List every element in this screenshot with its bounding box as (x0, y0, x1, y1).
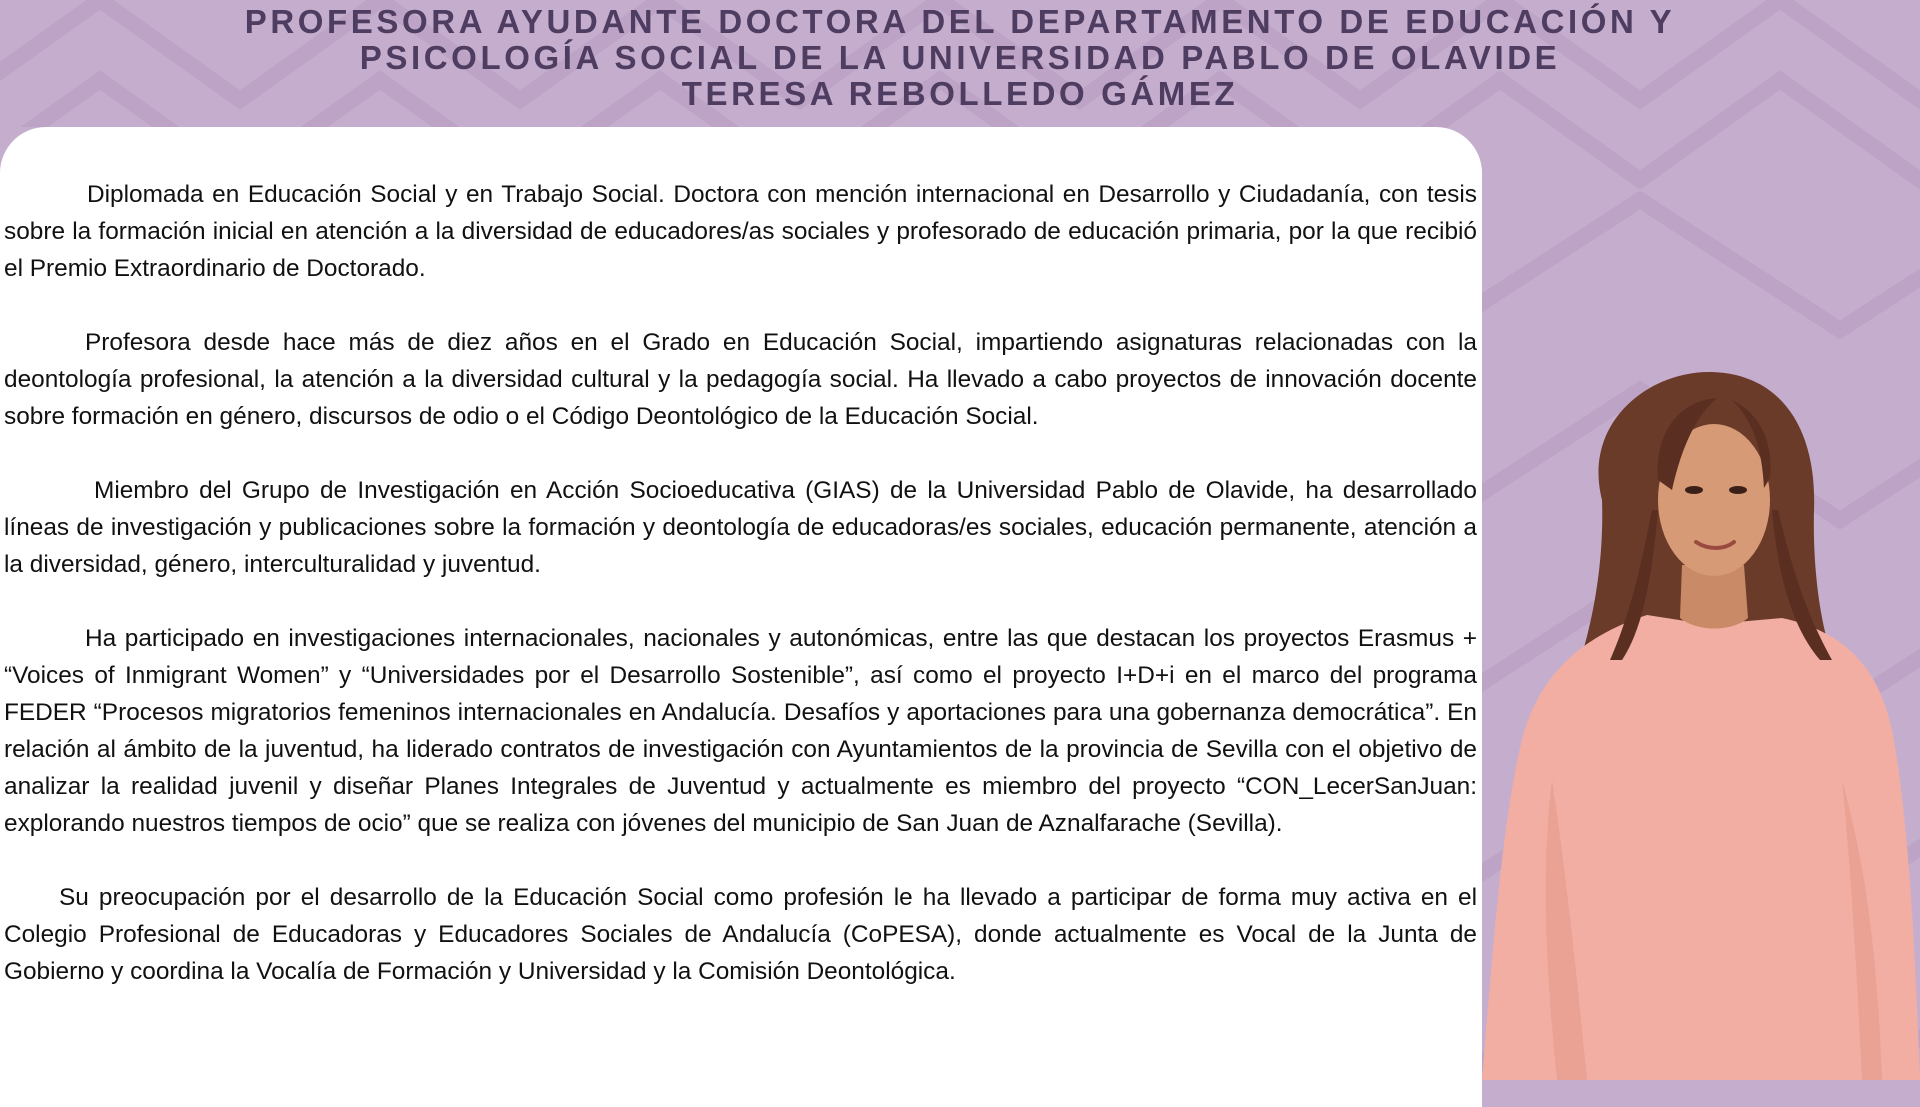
bio-paragraph-4: Ha participado en investigaciones internacionales, nacionales y autonómicas, entre las que destacan los proyectos Erasmus + “Voices of Inmigrant Women” y “Universidades por el Desarrollo Sostenible”, así como el proyecto I+D+i en el marco del programa FEDER “Procesos migratorios femeninos internacionales en Andalucía. Desafíos y aportaciones para una gobernanza democrática”. En relación al ámbito de la juventud, ha liderado contratos de investigación con Ayuntamientos de la provincia de Sevilla con el objetivo de analizar la realidad juvenil y diseñar Planes Integrales de Juventud y actualmente es miembro del proyecto “CON_LecerSanJuan: explorando nuestros tiempos de ocio” que se realiza con jóvenes del municipio de San Juan de Aznalfarache (Sevilla). (4, 625, 1477, 837)
header-title-line-1: PROFESORA AYUDANTE DOCTORA DEL DEPARTAMENTO DE EDUCACIÓN Y (244, 3, 1676, 40)
header-title-line-2: PSICOLOGÍA SOCIAL DE LA UNIVERSIDAD PABLO DE OLAVIDE (359, 39, 1561, 76)
header-name: TERESA REBOLLEDO GÁMEZ (681, 75, 1239, 112)
bio-paragraph-5: Su preocupación por el desarrollo de la Educación Social como profesión le ha llevado a participar de forma muy activa en el Colegio Profesional de Educadoras y Educadores Sociales de Andalucía (CoPESA), donde actualmente es Vocal de la Junta de Gobierno y coordina la Vocalía de Formación y Universidad y la Comisión Deontológica. (4, 884, 1477, 985)
bio-text (4, 176, 1477, 1027)
page-header (0, 0, 1920, 112)
portrait-photo (1482, 360, 1920, 1080)
bio-paragraph-2: Profesora desde hace más de diez años en el Grado en Educación Social, impartiendo asignaturas relacionadas con la deontología profesional, la atención a la diversidad cultural y la pedagogía social. Ha llevado a cabo proyectos de innovación docente sobre formación en género, discursos de odio o el Código Deontológico de la Educación Social. (4, 329, 1477, 430)
bio-paragraph-1: Diplomada en Educación Social y en Trabajo Social. Doctora con mención internacional en Desarrollo y Ciudadanía, con tesis sobre la formación inicial en atención a la diversidad de educadores/as sociales y profesorado de educación primaria, por la que recibió el Premio Extraordinario de Doctorado. (4, 181, 1477, 282)
bio-paragraph-3: Miembro del Grupo de Investigación en Acción Socioeducativa (GIAS) de la Universidad Pablo de Olavide, ha desarrollado líneas de investigación y publicaciones sobre la formación y deontología de educadoras/es sociales, educación permanente, atención a la diversidad, género, interculturalidad y juventud. (4, 477, 1477, 578)
